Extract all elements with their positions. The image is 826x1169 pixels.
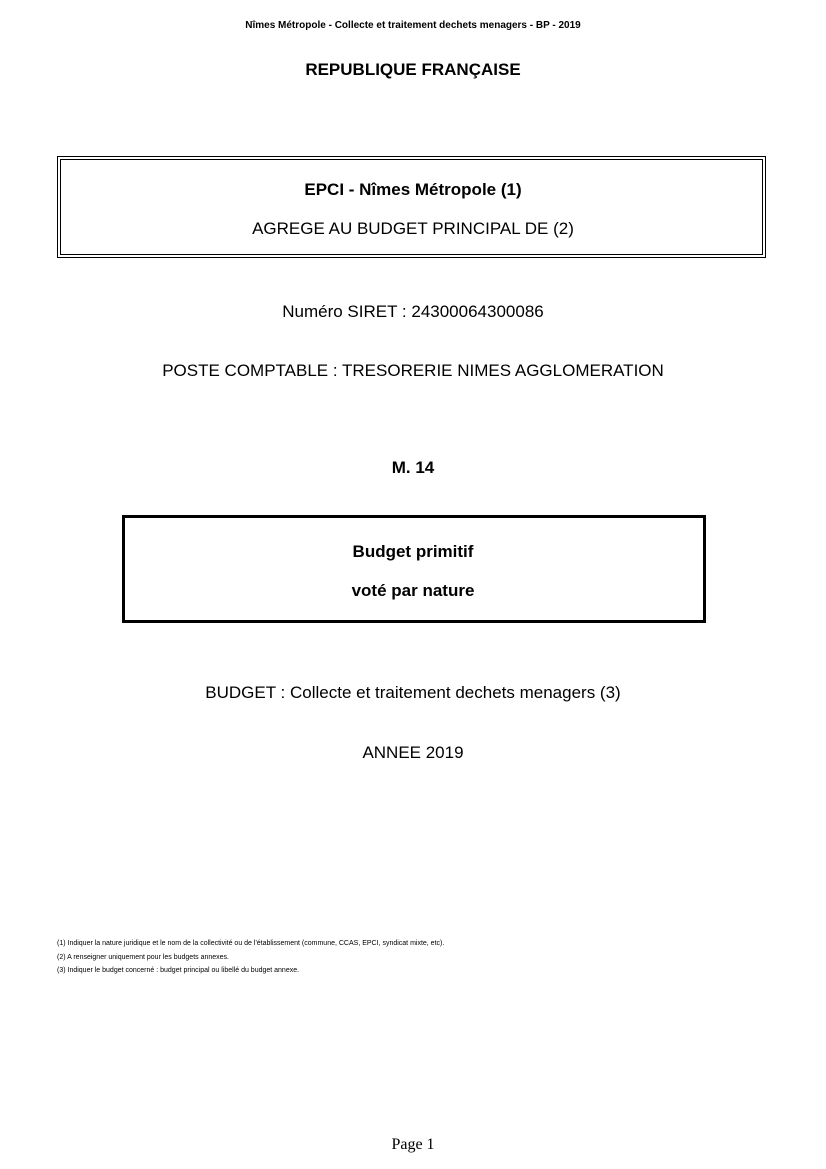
entity-box-inner-border <box>60 159 763 255</box>
page-number: Page 1 <box>391 1136 435 1153</box>
vote-mode: voté par nature <box>351 581 475 600</box>
budget-name: BUDGET : Collecte et traitement dechets menagers (3) <box>205 683 621 702</box>
country-title: REPUBLIQUE FRANÇAISE <box>305 60 521 79</box>
budget-type-box <box>122 515 706 623</box>
footnote-2: (2) A renseigner uniquement pour les budgets annexes. <box>57 953 230 961</box>
running-header: Nîmes Métropole - Collecte et traitement dechets menagers - BP - 2019 <box>245 20 581 31</box>
budget-year: ANNEE 2019 <box>362 743 464 762</box>
aggregation-line: AGREGE AU BUDGET PRINCIPAL DE (2) <box>252 219 574 238</box>
footnotes <box>57 937 444 978</box>
entity-box <box>57 156 766 258</box>
nomenclature-label: M. 14 <box>391 458 435 477</box>
footnote-1: (1) Indiquer la nature juridique et le nom de la collectivité ou de l'établissement (commune, CCAS, EPCI, syndicat mixte, etc). <box>57 940 445 947</box>
footnote-3: (3) Indiquer le budget concerné : budget principal ou libellé du budget annexe. <box>57 967 300 974</box>
accounting-post: POSTE COMPTABLE : TRESORERIE NIMES AGGLOMERATION <box>162 361 664 380</box>
entity-name: EPCI - Nîmes Métropole (1) <box>304 180 522 199</box>
budget-type: Budget primitif <box>352 542 474 561</box>
siret-number: Numéro SIRET : 24300064300086 <box>282 302 544 321</box>
